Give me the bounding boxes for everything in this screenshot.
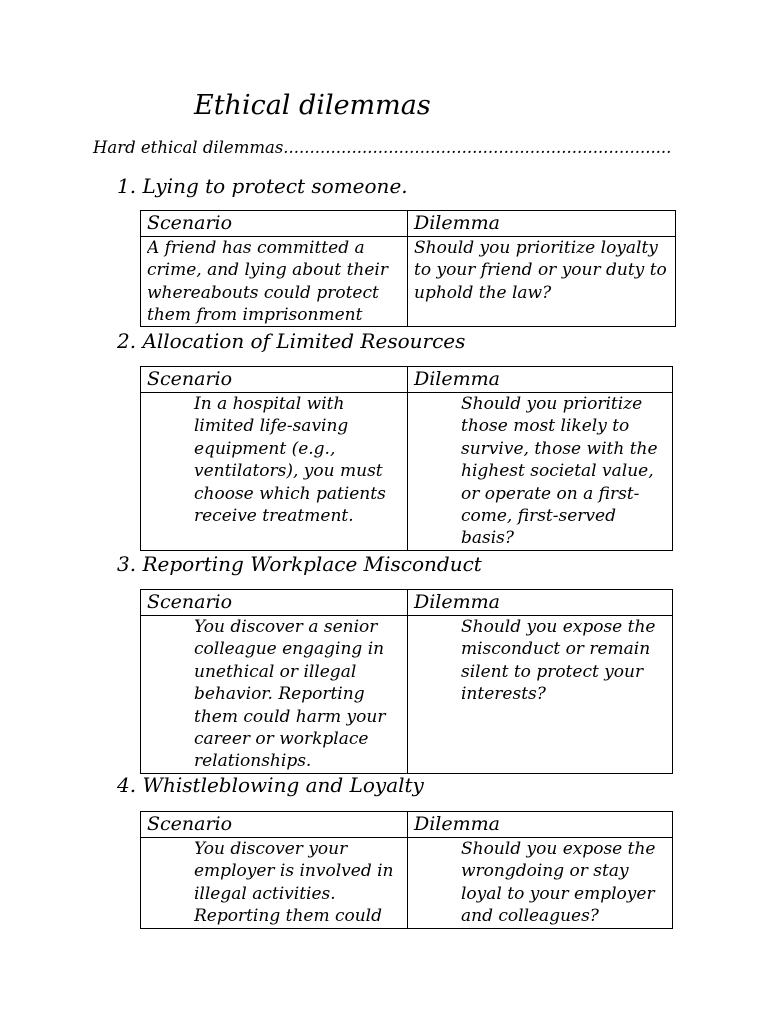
section-heading-1: 1. Lying to protect someone. xyxy=(117,174,408,198)
scenario-cell xyxy=(141,393,408,551)
scenario-text: A friend has committed a crime, and lying about their whereabouts could protect them from imprisonment xyxy=(147,238,388,326)
dilemma-text: Should you prioritize loyalty to your friend or your duty to uphold the law? xyxy=(414,238,667,303)
dilemma-table-2 xyxy=(140,366,673,551)
page-title: Ethical dilemmas xyxy=(194,90,431,121)
section-heading-2: 2. Allocation of Limited Resources xyxy=(117,329,466,353)
dilemma-table-3 xyxy=(140,589,673,774)
dilemma-cell xyxy=(408,838,673,929)
scenario-cell xyxy=(141,838,408,929)
scenario-text: You discover a senior colleague engaging in unethical or illegal behavior. Reporting them could harm your career or workplace relationships. xyxy=(194,617,386,772)
scenario-header: Scenario xyxy=(141,367,408,393)
dilemma-text: Should you expose the misconduct or remain silent to protect your interests? xyxy=(461,617,656,705)
scenario-cell xyxy=(141,237,408,327)
scenario-header: Scenario xyxy=(141,812,408,838)
dilemma-header: Dilemma xyxy=(408,367,673,393)
dilemma-table-1 xyxy=(140,210,676,327)
scenario-text: In a hospital with limited life-saving equipment (e.g., ventilators), you must choose which patients receive treatment. xyxy=(194,394,386,527)
dilemma-cell xyxy=(408,616,673,774)
dilemma-text: Should you prioritize those most likely to survive, those with the highest societal value, or operate on a first-come, first-served basis? xyxy=(461,394,658,549)
dilemma-header: Dilemma xyxy=(408,812,673,838)
intro-line: Hard ethical dilemmas.......................................................................... xyxy=(93,138,672,157)
dilemma-text: Should you expose the wrongdoing or stay loyal to your employer and colleagues? xyxy=(461,839,656,927)
dilemma-cell xyxy=(408,237,676,327)
scenario-cell xyxy=(141,616,408,774)
dilemma-header: Dilemma xyxy=(408,590,673,616)
scenario-header: Scenario xyxy=(141,211,408,237)
dilemma-header: Dilemma xyxy=(408,211,676,237)
dilemma-cell xyxy=(408,393,673,551)
scenario-text: You discover your employer is involved in illegal activities. Reporting them could xyxy=(194,839,394,927)
dilemma-table-4 xyxy=(140,811,673,929)
section-heading-3: 3. Reporting Workplace Misconduct xyxy=(117,552,482,576)
scenario-header: Scenario xyxy=(141,590,408,616)
section-heading-4: 4. Whistleblowing and Loyalty xyxy=(117,773,424,797)
